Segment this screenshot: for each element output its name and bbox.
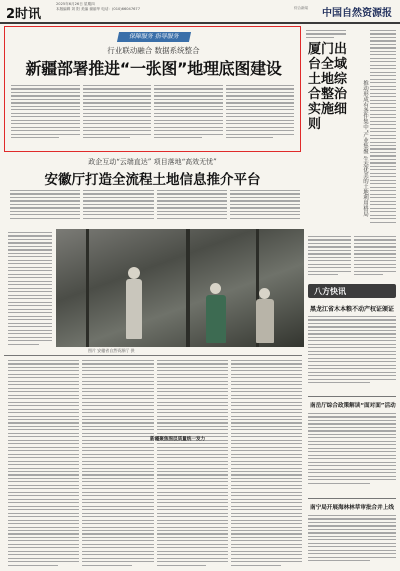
section-subhead: 新疆聚焦图层质量统一发力 bbox=[150, 437, 206, 442]
body-column bbox=[8, 360, 79, 566]
second-story-body-top bbox=[10, 190, 300, 224]
brief-section-label: 八方快讯 bbox=[314, 286, 346, 296]
right-story-body bbox=[370, 30, 396, 226]
tree-trunk bbox=[186, 229, 190, 347]
body-column bbox=[10, 190, 80, 224]
photo-caption: 图片 安徽省自然资源厅 供 bbox=[88, 348, 135, 353]
section-name: 综合新闻 bbox=[294, 6, 308, 10]
right-story-body-top bbox=[306, 30, 346, 40]
page-editors: 本版编辑 刘 阳 美编 谢丽华 电话：(010)66047677 bbox=[56, 7, 140, 11]
body-column bbox=[230, 190, 300, 224]
body-column bbox=[154, 85, 223, 147]
page-number: 2时讯 bbox=[6, 7, 42, 22]
right-story bbox=[306, 30, 396, 230]
page-date: 2025年6月26日 星期四 bbox=[56, 2, 95, 6]
right-story-body-lower bbox=[308, 236, 396, 280]
brief-body bbox=[308, 515, 396, 567]
divider bbox=[308, 396, 396, 397]
body-column bbox=[354, 236, 397, 280]
lower-body bbox=[8, 360, 302, 566]
body-column bbox=[308, 413, 396, 491]
divider bbox=[4, 355, 302, 356]
lead-story-body bbox=[11, 85, 294, 147]
body-column bbox=[8, 232, 52, 350]
body-column bbox=[306, 30, 346, 40]
news-photo[interactable] bbox=[56, 229, 304, 347]
masthead bbox=[0, 0, 400, 24]
tree-trunk bbox=[86, 229, 89, 347]
brief-headline[interactable]: 南岳厅综合政策解读“面对面”活动 bbox=[310, 403, 396, 409]
body-column bbox=[308, 316, 396, 390]
second-story-kicker: 政企互动“云端直达” 项目落地“高效无忧” bbox=[88, 158, 217, 166]
brief-headline[interactable]: 南宁局开展海林林草审批合并上线 bbox=[310, 505, 394, 511]
person-head bbox=[210, 283, 221, 294]
brief-body bbox=[308, 413, 396, 491]
newspaper-name: 中国自然资源报 bbox=[322, 8, 392, 19]
body-column bbox=[226, 85, 295, 147]
body-column bbox=[157, 190, 227, 224]
lead-story-tag: 保障服务 指导服务 bbox=[117, 32, 191, 42]
brief-section-banner bbox=[308, 284, 396, 298]
body-column bbox=[231, 360, 302, 566]
right-story-subheadline: 推动形成有条件集中“产业集聚 生态优美的土地利用格局 bbox=[362, 80, 368, 217]
second-story-body-left bbox=[8, 232, 52, 350]
person-head bbox=[259, 288, 270, 299]
body-column bbox=[308, 236, 351, 280]
body-column bbox=[157, 360, 228, 566]
body-column bbox=[83, 190, 153, 224]
lead-story-kicker: 行业联动融合 数据系统整合 bbox=[107, 46, 200, 55]
person-figure bbox=[256, 299, 274, 343]
person-figure bbox=[206, 295, 226, 343]
person-figure bbox=[126, 279, 142, 339]
brief-body bbox=[308, 316, 396, 390]
body-column bbox=[82, 360, 153, 566]
lead-story-highlight[interactable] bbox=[4, 26, 301, 152]
body-column bbox=[370, 30, 396, 226]
person-head bbox=[128, 267, 140, 279]
lead-story-headline[interactable]: 新疆部署推进“一张图”地理底图建设 bbox=[25, 59, 282, 78]
page-meta bbox=[56, 2, 140, 12]
body-column bbox=[308, 515, 396, 567]
brief-headline[interactable]: 黑龙江省木本粮不动产权证颁证 bbox=[310, 306, 395, 313]
body-column bbox=[11, 85, 80, 147]
divider bbox=[308, 498, 396, 499]
body-column bbox=[83, 85, 152, 147]
second-story-headline[interactable]: 安徽厅打造全流程土地信息推介平台 bbox=[44, 172, 261, 188]
right-story-headline[interactable]: 厦门出台全域土地综合整治实施细则 bbox=[308, 42, 348, 132]
